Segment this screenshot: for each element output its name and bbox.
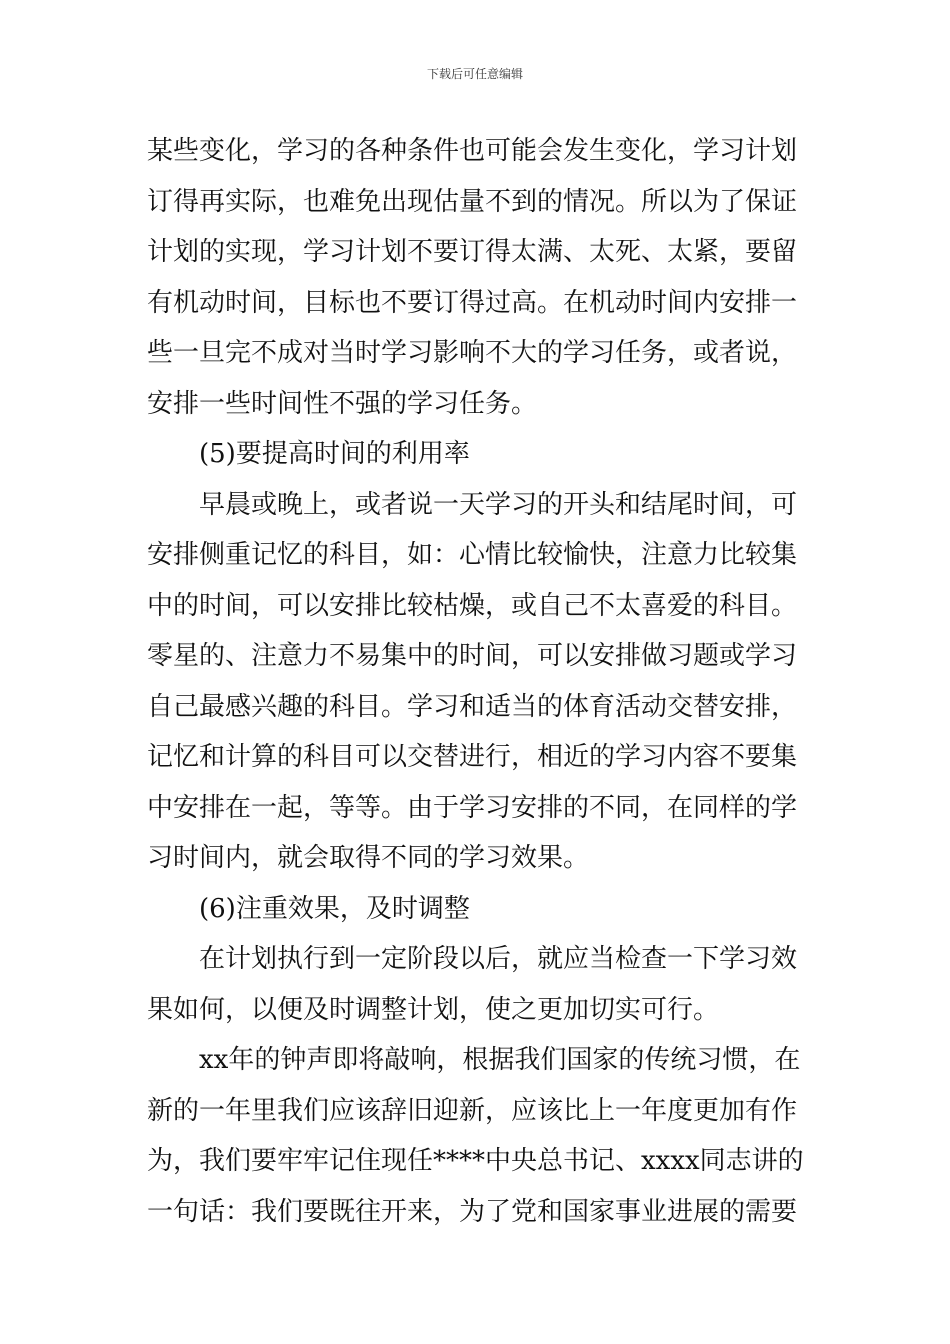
text-line: 在计划执行到一定阶段以后，就应当检查一下学习效	[199, 944, 798, 974]
text-line: 自己最感兴趣的科目。学习和适当的体育活动交替安排，	[147, 691, 798, 722]
text-line: 某些变化，学习的各种条件也可能会发生变化，学习计划	[147, 136, 798, 166]
section-heading-6	[147, 884, 807, 935]
text-line: 为，我们要牢牢记住现任****中央总书记、xxxx同志讲的	[147, 1146, 804, 1176]
section-heading-5	[147, 429, 807, 480]
text-line: 果如何，以便及时调整计划，使之更加切实可行。	[147, 994, 720, 1025]
text-line: 一句话：我们要既往开来，为了党和国家事业进展的需要	[147, 1196, 798, 1227]
paragraph-new-year	[147, 1035, 807, 1237]
text-line: 早晨或晚上，或者说一天学习的开头和结尾时间，可	[199, 489, 798, 520]
document-body	[147, 126, 807, 1237]
text-line: 计划的实现，学习计划不要订得太满、太死、太紧，要留	[147, 237, 798, 267]
paragraph-check-results	[147, 934, 807, 1035]
text-line: 新的一年里我们应该辞旧迎新，应该比上一年度更加有作	[147, 1095, 798, 1126]
text-line: 订得再实际，也难免出现估量不到的情况。所以为了保证	[147, 186, 798, 217]
text-line: 中安排在一起，等等。由于学习安排的不同，在同样的学	[147, 792, 798, 823]
heading-line: (6)注重效果，及时调整	[199, 893, 470, 924]
paragraph-planning-flexibility	[147, 126, 807, 429]
text-line: 中的时间，可以安排比较枯燥，或自己不太喜爱的科目。	[147, 590, 798, 621]
text-line: 安排侧重记忆的科目，如：心情比较愉快，注意力比较集	[147, 540, 798, 570]
paragraph-time-usage	[147, 480, 807, 884]
page-header-note: 下载后可任意编辑	[426, 67, 523, 81]
text-line: 习时间内，就会取得不同的学习效果。	[147, 843, 590, 873]
text-line: 记忆和计算的科目可以交替进行，相近的学习内容不要集	[147, 742, 798, 772]
text-line: 零星的、注意力不易集中的时间，可以安排做习题或学习	[147, 641, 798, 671]
text-line: xx年的钟声即将敲响，根据我们国家的传统习惯，在	[199, 1045, 801, 1075]
text-line: 有机动时间，目标也不要订得过高。在机动时间内安排一	[147, 287, 798, 318]
text-line: 些一旦完不成对当时学习影响不大的学习任务，或者说，	[147, 338, 798, 368]
heading-line: (5)要提高时间的利用率	[199, 439, 470, 469]
text-line: 安排一些时间性不强的学习任务。	[147, 388, 538, 419]
